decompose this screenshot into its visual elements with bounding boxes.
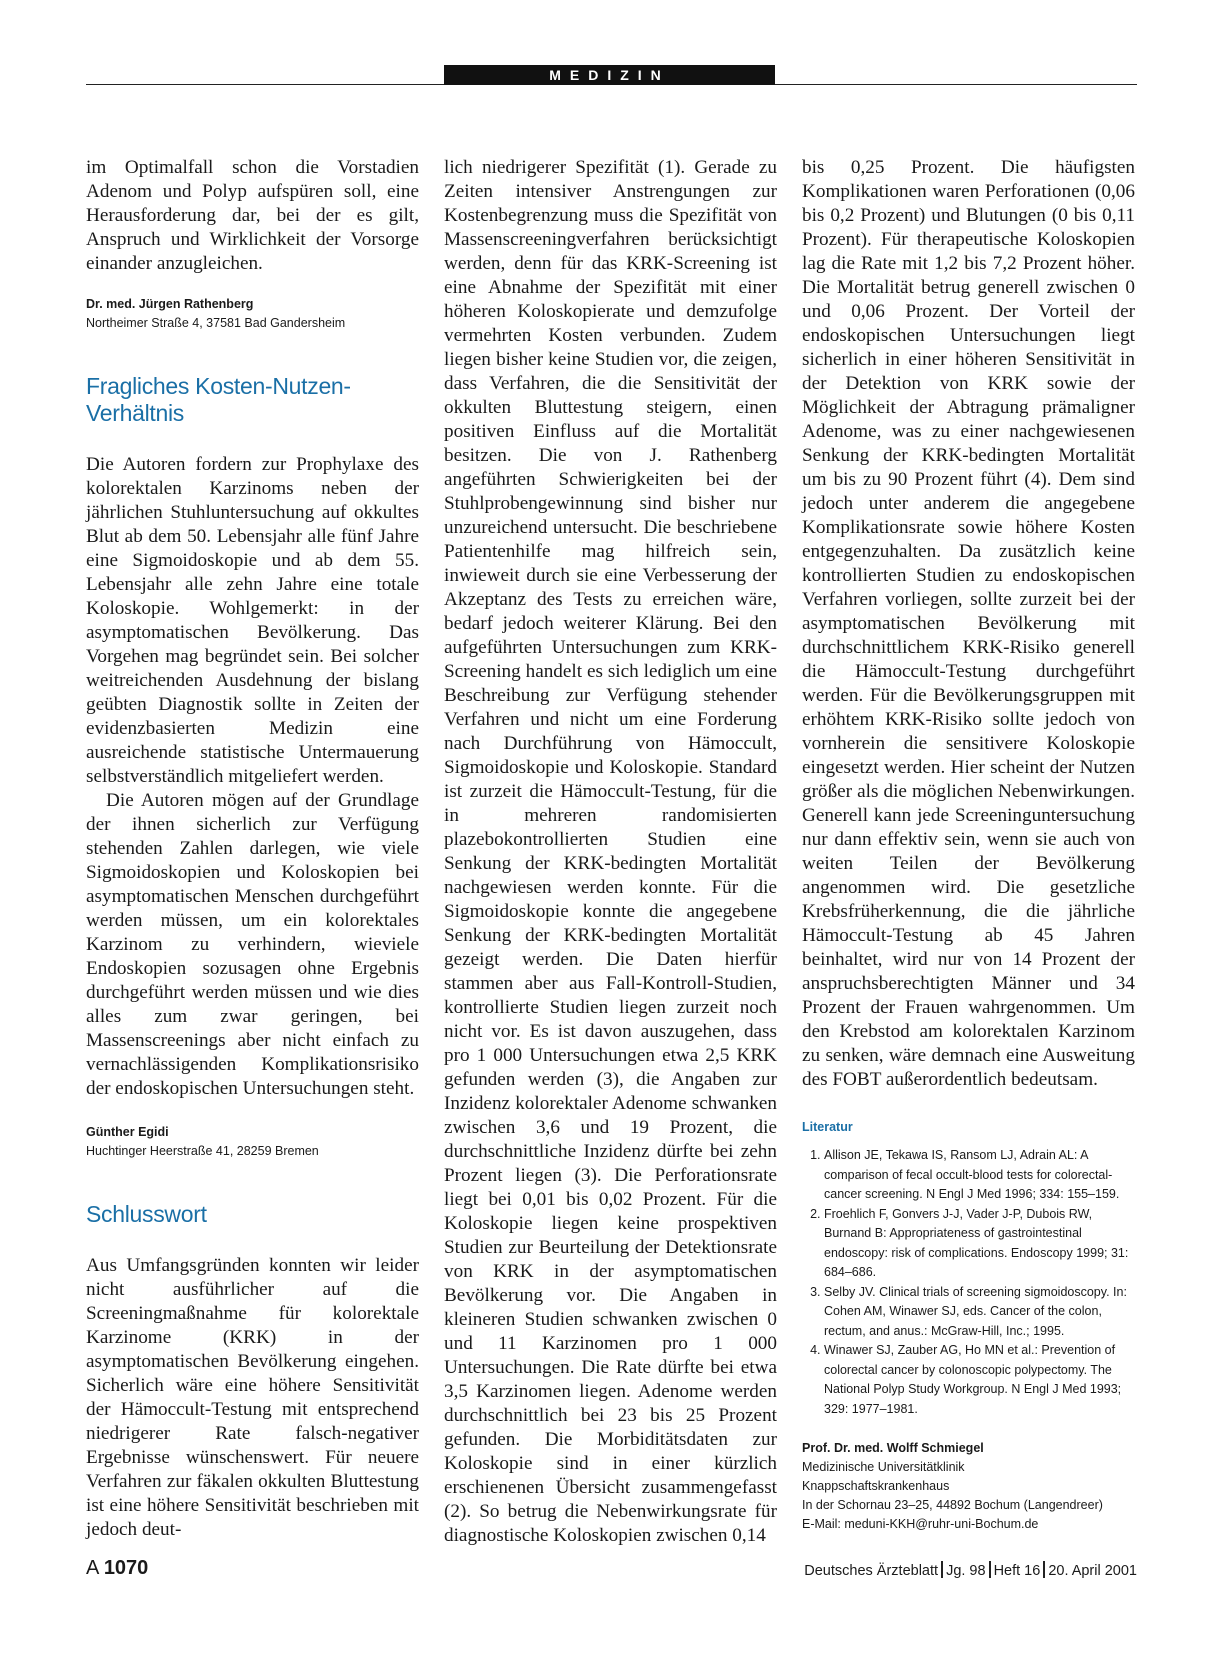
column-1: [86, 156, 419, 1542]
author-affiliation: Medizinische Universitätklinik: [802, 1460, 965, 1474]
author-name: Günther Egidi: [86, 1125, 169, 1139]
author-affiliation: Knappschaftskrankenhaus: [802, 1479, 950, 1493]
paragraph: Aus Umfangsgründen konnten wir leider nicht ausführlicher auf die Screeningmaßnahme für kolorektale Karzinome (KRK) in der asymptomatischen Bevölkerung eingehen. Sicherlich wäre eine höhere Sensitivität der Hämoccult-Testung mit entsprechend niedrigerer Rate falsch-negativer Ergebnisse wünschenswert. Für neuere Verfahren zur fäkalen okkulten Bluttestung ist eine höhere Sensitivität beschrieben mit jedoch deut-: [86, 1255, 419, 1540]
issue: Heft 16: [993, 1563, 1041, 1579]
page-number-value: 1070: [103, 1557, 149, 1579]
date: 20. April 2001: [1048, 1563, 1137, 1579]
journal-name: Deutsches Ärzteblatt: [804, 1563, 939, 1579]
author-address: Huchtinger Heerstraße 41, 28259 Bremen: [86, 1144, 319, 1158]
section-heading: Schlusswort: [86, 1201, 207, 1227]
volume: Jg. 98: [946, 1563, 986, 1579]
separator: [1043, 1561, 1045, 1578]
separator: [941, 1561, 943, 1578]
paragraph: im Optimalfall schon die Vorstadien Adenom und Polyp aufspüren soll, eine Herausforderung dar, bei der es gilt, Anspruch und Wirklichkeit der Vorsorge einander anzugleichen.: [86, 157, 419, 274]
section-heading: Fragliches Kosten-Nutzen-Verhältnis: [86, 373, 351, 426]
reference-list: [802, 1146, 1135, 1419]
section-header: MEDIZIN: [444, 65, 775, 85]
author-name: Prof. Dr. med. Wolff Schmiegel: [802, 1441, 984, 1455]
column-2: [444, 156, 777, 1548]
journal-footer: [804, 1561, 1137, 1579]
paragraph: lich niedrigerer Spezifität (1). Gerade zu Zeiten intensiver Anstrengungen zur Kostenbegrenzung muss die Spezifität von Massenscreeningverfahren berücksichtigt werden, denn für das KRK-Screening ist eine Abnahme der Spezifität mit einer höheren Koloskopierate und demzufolge vermehrten Kosten verbunden. Zudem liegen bisher keine Studien vor, die zeigen, dass Verfahren, die die Sensitivität der okkulten Bluttestung steigern, einen positiven Einfluss auf die Mortalität besitzen. Die von J. Rathenberg angeführten Schwierigkeiten bei der Stuhlprobengewinnung sind bisher nur unzureichend untersucht. Die beschriebene Patientenhilfe mag hilfreich sein, inwieweit durch sie eine Verbesserung der Akzeptanz des Tests zu erreichen wäre, bedarf jedoch weiterer Klärung. Bei den aufgeführten Untersuchungen zum KRK-Screening handelt es sich lediglich um eine Beschreibung zur Verfügung stehender Verfahren und nicht um eine Forderung nach Durchführung von Hämoccult, Sigmoidoskopie und Koloskopie. Standard ist zurzeit die Hämoccult-Testung, für die in mehreren randomisierten plazebokontrollierten Studien eine Senkung der KRK-bedingten Mortalität nachgewiesen werden konnte. Für die Sigmoidoskopie konnte die angegebene Senkung der KRK-bedingten Mortalität gezeigt werden. Die Daten hierfür stammen aber aus Fall-Kontroll-Studien, kontrollierte Studien liegen zurzeit noch nicht vor. Es ist davon auszugehen, dass pro 1 000 Untersuchungen etwa 2,5 KRK gefunden werden (3), die Angaben zur Inzidenz kolorektaler Adenome schwanken zwischen 3,6 und 19 Prozent, die durchschnittliche Inzidenz dürfte bei zehn Prozent liegen (3). Die Perforationsrate liegt bei 0,01 bis 0,02 Prozent. Für die Koloskopie liegen keine prospektiven Studien zur Beurteilung der Detektionsrate von KRK in der asymptomatischen Bevölkerung vor. Die Angaben in kleineren Studien schwanken zwischen 0 und 11 Karzinomen pro 1 000 Untersuchungen. Die Rate dürfte bei etwa 3,5 Karzinomen liegen. Adenome werden durchschnittlich bei 23 bis 25 Prozent gefunden. Die Morbiditätsdaten zur Koloskopie sind in einer kürzlich erschienenen Übersicht zusammengefasst (2). So betrug die Nebenwirkungsrate für diagnostische Koloskopien zwischen 0,14: [444, 157, 777, 1546]
reference-item: 2. Froehlich F, Gonvers J-J, Vader J-P, Dubois RW, Burnand B: Appropriateness of gastrointestinal endoscopy: risk of complications. Endoscopy 1999; 31: 684–686.: [824, 1205, 1135, 1283]
paragraph: bis 0,25 Prozent. Die häufigsten Komplikationen waren Perforationen (0,06 bis 0,2 Prozent) und Blutungen (0 bis 0,11 Prozent). Für therapeutische Koloskopien lag die Rate mit 1,2 bis 7,2 Prozent höher. Die Mortalität betrug generell zwischen 0 und 0,06 Prozent. Der Vorteil der endoskopischen Untersuchungen liegt sicherlich in einer höheren Sensitivität in der Detektion von KRK sowie der Möglichkeit der Abtragung prämaligner Adenome, was zu einer nachgewiesenen Senkung der KRK-bedingten Mortalität um bis zu 90 Prozent führt (4). Dem sind jedoch unter anderem die angegebene Komplikationsrate sowie höhere Kosten entgegenzuhalten. Da zusätzlich keine kontrollierten Studien zu endoskopischen Verfahren vorliegen, sollte zurzeit bei der asymptomatischen Bevölkerung mit durchschnittlichem KRK-Risiko generell die Hämoccult-Testung durchgeführt werden. Für die Bevölkerungsgruppen mit erhöhtem KRK-Risiko sollte jedoch von vornherein die sensitivere Koloskopie eingesetzt werden. Hier scheint der Nutzen größer als die möglichen Nebenwirkungen. Generell kann jede Screeninguntersuchung nur dann effektiv sein, wenn sie auch von weiten Teilen der Bevölkerung angenommen wird. Die gesetzliche Krebsfrüherkennung, die die jährliche Hämoccult-Testung ab 45 Jahren beinhaltet, wird nur von 14 Prozent der anspruchsberechtigten Männer und 34 Prozent der Frauen wahrgenommen. Um den Krebstod am kolorektalen Karzinom zu senken, wäre demnach eine Ausweitung des FOBT außerordentlich bedeutsam.: [802, 157, 1135, 1090]
author-address: Northeimer Straße 4, 37581 Bad Gandersheim: [86, 316, 346, 330]
page-prefix: A: [86, 1557, 99, 1579]
author-address: In der Schornau 23–25, 44892 Bochum (Langendreer): [802, 1498, 1103, 1512]
author-name: Dr. med. Jürgen Rathenberg: [86, 297, 254, 311]
paragraph: Die Autoren fordern zur Prophylaxe des kolorektalen Karzinoms neben der jährlichen Stuhluntersuchung auf okkultes Blut ab dem 50. Lebensjahr alle fünf Jahre eine Sigmoidoskopie und ab dem 55. Lebensjahr alle zehn Jahre eine totale Koloskopie. Wohlgemerkt: in der asymptomatischen Bevölkerung. Das Vorgehen mag begründet sein. Bei solcher weitreichenden Ausdehnung der bislang geübten Diagnostik sollte in Zeiten der evidenzbasierten Medizin eine ausreichende statistische Untermauerung selbstverständlich mitgeliefert werden.: [86, 454, 419, 787]
separator: [989, 1561, 991, 1578]
paragraph: Die Autoren mögen auf der Grundlage der ihnen sicherlich zur Verfügung stehenden Zahlen darlegen, wie viele Sigmoidoskopien und Koloskopien bei asymptomatischen Menschen durchgeführt werden müssen, um ein kolorektales Karzinom zu verhindern, wieviele Endoskopien sozusagen ohne Ergebnis durchgeführt werden müssen und wie dies alles zum zwar geringen, bei Massenscreenings aber nicht einfach zu vernachlässigenden Komplikationsrisiko der endoskopischen Untersuchungen steht.: [86, 790, 419, 1099]
author-email: E-Mail: meduni-KKH@ruhr-uni-Bochum.de: [802, 1517, 1039, 1531]
literature-heading: Literatur: [802, 1120, 853, 1134]
reference-item: 4. Winawer SJ, Zauber AG, Ho MN et al.: Prevention of colorectal cancer by colonoscopic polypectomy. The National Polyp Study Workgroup. N Engl J Med 1993; 329: 1977–1981.: [824, 1341, 1135, 1419]
reference-item: 1. Allison JE, Tekawa IS, Ransom LJ, Adrain AL: A comparison of fecal occult-blood tests for colorectal-cancer screening. N Engl J Med 1996; 334: 155–159.: [824, 1146, 1135, 1205]
column-3: [802, 156, 1135, 1534]
reference-item: 3. Selby JV. Clinical trials of screening sigmoidoscopy. In: Cohen AM, Winawer SJ, eds. Cancer of the colon, rectum, and anus.: McGraw-Hill, Inc.; 1995.: [824, 1283, 1135, 1342]
page-number: [86, 1557, 148, 1580]
